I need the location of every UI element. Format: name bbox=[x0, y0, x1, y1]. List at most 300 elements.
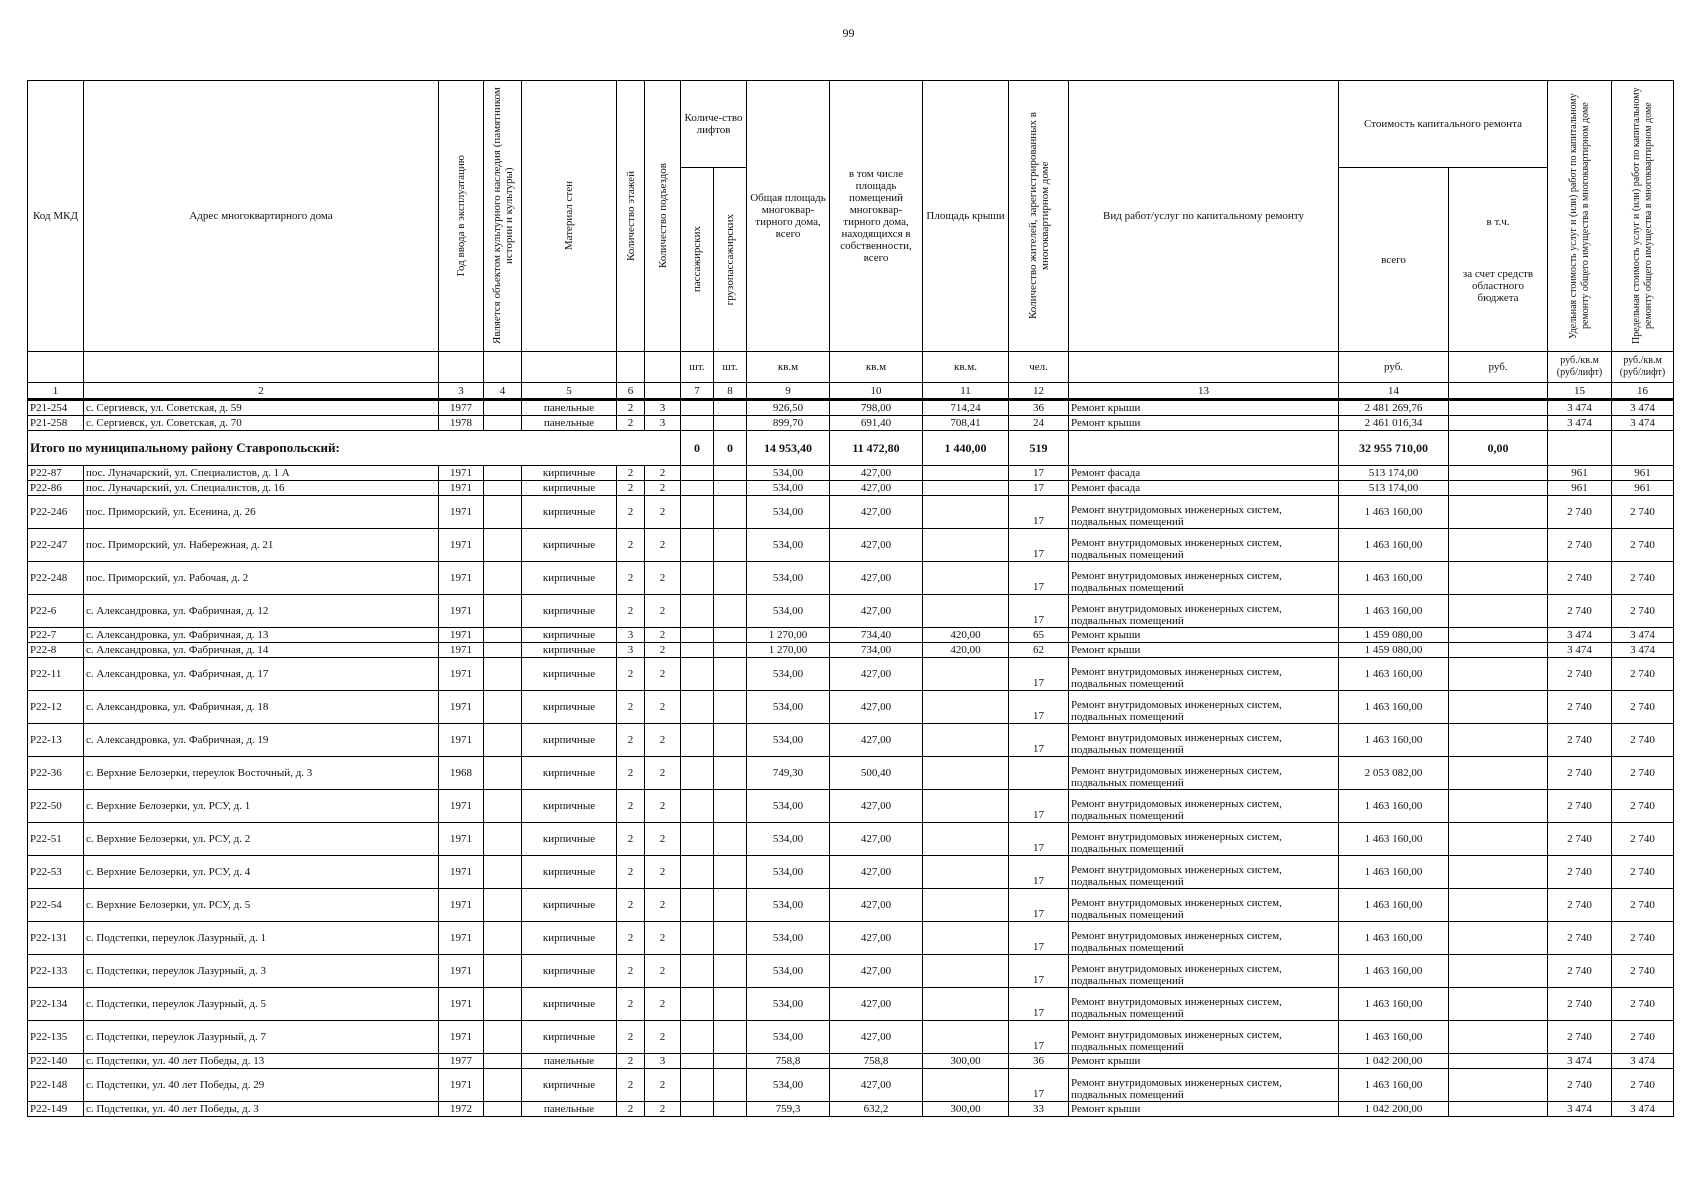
premises-area-cell: 691,40 bbox=[830, 416, 923, 431]
roof-area-cell bbox=[923, 988, 1009, 1021]
kod-cell: Р22-246 bbox=[28, 496, 84, 529]
roof-area-cell bbox=[923, 481, 1009, 496]
kod-cell: Р22-140 bbox=[28, 1054, 84, 1069]
residents-cell: 17 bbox=[1009, 1021, 1069, 1054]
entrances-cell: 2 bbox=[645, 466, 681, 481]
roof-area-cell: 1 440,00 bbox=[923, 431, 1009, 466]
material-cell: кирпичные bbox=[522, 529, 617, 562]
material-cell: кирпичные bbox=[522, 643, 617, 658]
column-number: 14 bbox=[1339, 383, 1449, 400]
address-cell: с. Верхние Белозерки, ул. РСУ, д. 5 bbox=[84, 889, 439, 922]
cost-cell: 1 463 160,00 bbox=[1339, 823, 1449, 856]
year-cell: 1971 bbox=[439, 643, 484, 658]
header-heritage: Является объектом культурного наследия (памятником истории и культуры) bbox=[484, 81, 522, 352]
lifts-cargo-cell bbox=[714, 823, 747, 856]
residents-cell: 17 bbox=[1009, 790, 1069, 823]
roof-area-cell bbox=[923, 496, 1009, 529]
unit-cost-cell: 2 740 bbox=[1548, 496, 1612, 529]
floors-cell: 2 bbox=[617, 496, 645, 529]
lifts-cargo-cell bbox=[714, 955, 747, 988]
cost-cell: 1 463 160,00 bbox=[1339, 496, 1449, 529]
kod-cell: Р22-13 bbox=[28, 724, 84, 757]
column-number bbox=[1449, 383, 1548, 400]
header-address: Адрес многоквартирного дома bbox=[84, 81, 439, 352]
table-row bbox=[28, 889, 1674, 922]
unit-rub: руб. bbox=[1449, 352, 1548, 383]
premises-area-cell: 758,8 bbox=[830, 1054, 923, 1069]
address-cell: с. Верхние Белозерки, ул. РСУ, д. 4 bbox=[84, 856, 439, 889]
lifts-pass-cell bbox=[681, 466, 714, 481]
table-row bbox=[28, 823, 1674, 856]
kod-cell: Р22-131 bbox=[28, 922, 84, 955]
address-cell: с. Сергиевск, ул. Советская, д. 59 bbox=[84, 400, 439, 416]
lifts-cargo-cell bbox=[714, 466, 747, 481]
entrances-cell: 2 bbox=[645, 529, 681, 562]
address-cell: с. Подстепки, переулок Лазурный, д. 1 bbox=[84, 922, 439, 955]
material-cell: кирпичные bbox=[522, 724, 617, 757]
total-area-cell: 534,00 bbox=[747, 481, 830, 496]
table-row bbox=[28, 595, 1674, 628]
total-area-cell: 534,00 bbox=[747, 988, 830, 1021]
max-cost-cell: 2 740 bbox=[1612, 988, 1674, 1021]
unit-people: чел. bbox=[1009, 352, 1069, 383]
entrances-cell: 2 bbox=[645, 481, 681, 496]
lifts-cargo-cell bbox=[714, 416, 747, 431]
entrances-cell: 2 bbox=[645, 628, 681, 643]
lifts-pass-cell bbox=[681, 628, 714, 643]
floors-cell: 2 bbox=[617, 529, 645, 562]
header-premises-area: в том числе площадь помещений многоквар-тирного дома, находящихся в собственности, всего bbox=[830, 81, 923, 352]
work-cell: Ремонт крыши bbox=[1069, 416, 1339, 431]
residents-cell: 17 bbox=[1009, 922, 1069, 955]
max-cost-cell: 2 740 bbox=[1612, 955, 1674, 988]
header-cost-incl: в т.ч. bbox=[1486, 215, 1510, 228]
premises-area-cell: 427,00 bbox=[830, 595, 923, 628]
total-area-cell: 534,00 bbox=[747, 691, 830, 724]
kod-cell: Р22-133 bbox=[28, 955, 84, 988]
heritage-cell bbox=[484, 466, 522, 481]
premises-area-cell: 427,00 bbox=[830, 922, 923, 955]
heritage-cell bbox=[484, 481, 522, 496]
table-row bbox=[28, 724, 1674, 757]
address-cell: с. Верхние Белозерки, ул. РСУ, д. 1 bbox=[84, 790, 439, 823]
work-cell: Ремонт внутридомовых инженерных систем, подвальных помещений bbox=[1069, 922, 1339, 955]
column-number: 2 bbox=[84, 383, 439, 400]
total-area-cell: 759,3 bbox=[747, 1102, 830, 1117]
premises-area-cell: 427,00 bbox=[830, 529, 923, 562]
entrances-cell: 2 bbox=[645, 1102, 681, 1117]
entrances-cell: 2 bbox=[645, 724, 681, 757]
max-cost-cell: 2 740 bbox=[1612, 1021, 1674, 1054]
residents-cell: 62 bbox=[1009, 643, 1069, 658]
total-area-cell: 926,50 bbox=[747, 400, 830, 416]
unit-cost-cell: 2 740 bbox=[1548, 1021, 1612, 1054]
heritage-cell bbox=[484, 595, 522, 628]
max-cost-cell: 2 740 bbox=[1612, 658, 1674, 691]
max-cost-cell: 2 740 bbox=[1612, 823, 1674, 856]
work-cell: Ремонт внутридомовых инженерных систем, подвальных помещений bbox=[1069, 757, 1339, 790]
floors-cell: 2 bbox=[617, 481, 645, 496]
column-number: 7 bbox=[681, 383, 714, 400]
lifts-pass-cell bbox=[681, 1054, 714, 1069]
residents-cell: 17 bbox=[1009, 562, 1069, 595]
address-cell: с. Александровка, ул. Фабричная, д. 19 bbox=[84, 724, 439, 757]
regional-cell bbox=[1449, 416, 1548, 431]
lifts-cargo-cell bbox=[714, 1102, 747, 1117]
year-cell: 1971 bbox=[439, 562, 484, 595]
table-row bbox=[28, 1102, 1674, 1117]
regional-cell bbox=[1449, 724, 1548, 757]
year-cell: 1971 bbox=[439, 955, 484, 988]
table-row bbox=[28, 481, 1674, 496]
kod-cell: Р22-7 bbox=[28, 628, 84, 643]
lifts-cargo-cell bbox=[714, 658, 747, 691]
unit-cost-cell bbox=[1548, 431, 1612, 466]
premises-area-cell: 427,00 bbox=[830, 889, 923, 922]
address-cell: с. Александровка, ул. Фабричная, д. 17 bbox=[84, 658, 439, 691]
unit-cost-cell: 2 740 bbox=[1548, 658, 1612, 691]
cost-cell: 1 463 160,00 bbox=[1339, 889, 1449, 922]
work-cell: Ремонт внутридомовых инженерных систем, подвальных помещений bbox=[1069, 790, 1339, 823]
regional-cell bbox=[1449, 1069, 1548, 1102]
cost-cell: 1 463 160,00 bbox=[1339, 922, 1449, 955]
premises-area-cell: 427,00 bbox=[830, 955, 923, 988]
work-cell: Ремонт внутридомовых инженерных систем, подвальных помещений bbox=[1069, 1021, 1339, 1054]
premises-area-cell: 427,00 bbox=[830, 988, 923, 1021]
work-cell: Ремонт внутридомовых инженерных систем, подвальных помещений bbox=[1069, 889, 1339, 922]
address-cell: с. Подстепки, ул. 40 лет Победы, д. 13 bbox=[84, 1054, 439, 1069]
heritage-cell bbox=[484, 562, 522, 595]
entrances-cell: 2 bbox=[645, 562, 681, 595]
header-kod: Код МКД bbox=[28, 81, 84, 352]
kod-cell: Р22-87 bbox=[28, 466, 84, 481]
total-area-cell: 534,00 bbox=[747, 562, 830, 595]
entrances-cell: 2 bbox=[645, 658, 681, 691]
lifts-cargo-cell bbox=[714, 724, 747, 757]
entrances-cell: 2 bbox=[645, 790, 681, 823]
kod-cell: Р22-54 bbox=[28, 889, 84, 922]
lifts-cargo-cell bbox=[714, 922, 747, 955]
column-number: 16 bbox=[1612, 383, 1674, 400]
max-cost-cell bbox=[1612, 431, 1674, 466]
heritage-cell bbox=[484, 529, 522, 562]
floors-cell: 2 bbox=[617, 595, 645, 628]
address-cell: с. Сергиевск, ул. Советская, д. 70 bbox=[84, 416, 439, 431]
floors-cell: 2 bbox=[617, 856, 645, 889]
kod-cell: Р22-6 bbox=[28, 595, 84, 628]
address-cell: пос. Луначарский, ул. Специалистов, д. 1 А bbox=[84, 466, 439, 481]
floors-cell: 2 bbox=[617, 1102, 645, 1117]
unit-rub-sqm: руб./кв.м (руб/лифт) bbox=[1548, 352, 1612, 383]
column-number: 9 bbox=[747, 383, 830, 400]
regional-cell bbox=[1449, 955, 1548, 988]
lifts-pass-cell bbox=[681, 1102, 714, 1117]
address-cell: с. Верхние Белозерки, ул. РСУ, д. 2 bbox=[84, 823, 439, 856]
regional-cell bbox=[1449, 496, 1548, 529]
residents-cell: 17 bbox=[1009, 856, 1069, 889]
regional-cell bbox=[1449, 1021, 1548, 1054]
unit-cost-cell: 2 740 bbox=[1548, 790, 1612, 823]
floors-cell: 2 bbox=[617, 988, 645, 1021]
max-cost-cell: 2 740 bbox=[1612, 889, 1674, 922]
material-cell: панельные bbox=[522, 400, 617, 416]
roof-area-cell: 714,24 bbox=[923, 400, 1009, 416]
roof-area-cell bbox=[923, 1069, 1009, 1102]
year-cell: 1978 bbox=[439, 416, 484, 431]
max-cost-cell: 3 474 bbox=[1612, 1102, 1674, 1117]
lifts-pass-cell bbox=[681, 416, 714, 431]
material-cell: кирпичные bbox=[522, 1069, 617, 1102]
material-cell: кирпичные bbox=[522, 922, 617, 955]
regional-cell: 0,00 bbox=[1449, 431, 1548, 466]
material-cell: кирпичные bbox=[522, 757, 617, 790]
premises-area-cell: 632,2 bbox=[830, 1102, 923, 1117]
roof-area-cell bbox=[923, 724, 1009, 757]
lifts-cargo-cell bbox=[714, 562, 747, 595]
lifts-pass-cell bbox=[681, 1021, 714, 1054]
work-cell: Ремонт крыши bbox=[1069, 400, 1339, 416]
lifts-cargo-cell: 0 bbox=[714, 431, 747, 466]
heritage-cell bbox=[484, 416, 522, 431]
cost-cell: 513 174,00 bbox=[1339, 466, 1449, 481]
roof-area-cell bbox=[923, 691, 1009, 724]
cost-cell: 2 053 082,00 bbox=[1339, 757, 1449, 790]
material-cell: кирпичные bbox=[522, 481, 617, 496]
unit-cost-cell: 2 740 bbox=[1548, 889, 1612, 922]
lifts-cargo-cell bbox=[714, 889, 747, 922]
floors-cell: 2 bbox=[617, 790, 645, 823]
unit-cost-cell: 2 740 bbox=[1548, 724, 1612, 757]
regional-cell bbox=[1449, 922, 1548, 955]
entrances-cell: 2 bbox=[645, 1021, 681, 1054]
heritage-cell bbox=[484, 856, 522, 889]
lifts-pass-cell bbox=[681, 400, 714, 416]
unit-cost-cell: 2 740 bbox=[1548, 529, 1612, 562]
roof-area-cell: 300,00 bbox=[923, 1102, 1009, 1117]
heritage-cell bbox=[484, 724, 522, 757]
premises-area-cell: 427,00 bbox=[830, 481, 923, 496]
lifts-pass-cell bbox=[681, 724, 714, 757]
cost-cell: 1 463 160,00 bbox=[1339, 691, 1449, 724]
table-row bbox=[28, 1054, 1674, 1069]
total-area-cell: 534,00 bbox=[747, 1069, 830, 1102]
residents-cell: 17 bbox=[1009, 1069, 1069, 1102]
max-cost-cell: 2 740 bbox=[1612, 1069, 1674, 1102]
year-cell: 1977 bbox=[439, 400, 484, 416]
kod-cell: Р22-53 bbox=[28, 856, 84, 889]
kod-cell: Р22-8 bbox=[28, 643, 84, 658]
column-number: 6 bbox=[617, 383, 645, 400]
lifts-pass-cell bbox=[681, 529, 714, 562]
heritage-cell bbox=[484, 757, 522, 790]
unit-cost-cell: 2 740 bbox=[1548, 856, 1612, 889]
heritage-cell bbox=[484, 823, 522, 856]
residents-cell: 65 bbox=[1009, 628, 1069, 643]
premises-area-cell: 798,00 bbox=[830, 400, 923, 416]
entrances-cell: 2 bbox=[645, 595, 681, 628]
cost-cell: 1 042 200,00 bbox=[1339, 1102, 1449, 1117]
regional-cell bbox=[1449, 889, 1548, 922]
material-cell: кирпичные bbox=[522, 466, 617, 481]
premises-area-cell: 500,40 bbox=[830, 757, 923, 790]
entrances-cell: 2 bbox=[645, 988, 681, 1021]
work-cell: Ремонт внутридомовых инженерных систем, подвальных помещений bbox=[1069, 562, 1339, 595]
total-area-cell: 534,00 bbox=[747, 1021, 830, 1054]
premises-area-cell: 427,00 bbox=[830, 691, 923, 724]
residents-cell: 36 bbox=[1009, 1054, 1069, 1069]
kod-cell: Р22-11 bbox=[28, 658, 84, 691]
material-cell: кирпичные bbox=[522, 562, 617, 595]
cost-cell: 1 463 160,00 bbox=[1339, 955, 1449, 988]
regional-cell bbox=[1449, 658, 1548, 691]
column-number: 10 bbox=[830, 383, 923, 400]
unit-sqm: кв.м bbox=[830, 352, 923, 383]
total-area-cell: 534,00 bbox=[747, 595, 830, 628]
address-cell: с. Александровка, ул. Фабричная, д. 13 bbox=[84, 628, 439, 643]
regional-cell bbox=[1449, 400, 1548, 416]
premises-area-cell: 427,00 bbox=[830, 790, 923, 823]
table-row bbox=[28, 628, 1674, 643]
lifts-pass-cell bbox=[681, 823, 714, 856]
cost-cell: 1 463 160,00 bbox=[1339, 595, 1449, 628]
premises-area-cell: 427,00 bbox=[830, 466, 923, 481]
kod-cell: Р22-50 bbox=[28, 790, 84, 823]
roof-area-cell bbox=[923, 856, 1009, 889]
work-cell bbox=[1069, 431, 1339, 466]
cost-cell: 1 463 160,00 bbox=[1339, 658, 1449, 691]
year-cell: 1971 bbox=[439, 628, 484, 643]
residents-cell: 17 bbox=[1009, 823, 1069, 856]
max-cost-cell: 2 740 bbox=[1612, 724, 1674, 757]
lifts-cargo-cell bbox=[714, 988, 747, 1021]
column-number: 15 bbox=[1548, 383, 1612, 400]
column-number bbox=[645, 383, 681, 400]
year-cell: 1971 bbox=[439, 856, 484, 889]
lifts-pass-cell bbox=[681, 643, 714, 658]
cost-cell: 1 463 160,00 bbox=[1339, 1069, 1449, 1102]
table-row bbox=[28, 922, 1674, 955]
lifts-cargo-cell bbox=[714, 628, 747, 643]
table-row bbox=[28, 757, 1674, 790]
lifts-pass-cell bbox=[681, 988, 714, 1021]
address-cell: пос. Приморский, ул. Есенина, д. 26 bbox=[84, 496, 439, 529]
cost-cell: 1 463 160,00 bbox=[1339, 790, 1449, 823]
year-cell: 1971 bbox=[439, 1069, 484, 1102]
work-cell: Ремонт крыши bbox=[1069, 628, 1339, 643]
table-row bbox=[28, 466, 1674, 481]
roof-area-cell bbox=[923, 922, 1009, 955]
work-cell: Ремонт внутридомовых инженерных систем, подвальных помещений bbox=[1069, 691, 1339, 724]
floors-cell: 2 bbox=[617, 1054, 645, 1069]
regional-cell bbox=[1449, 1054, 1548, 1069]
regional-cell bbox=[1449, 1102, 1548, 1117]
premises-area-cell: 427,00 bbox=[830, 823, 923, 856]
residents-cell: 36 bbox=[1009, 400, 1069, 416]
year-cell: 1971 bbox=[439, 481, 484, 496]
lifts-cargo-cell bbox=[714, 1054, 747, 1069]
total-area-cell: 534,00 bbox=[747, 856, 830, 889]
heritage-cell bbox=[484, 889, 522, 922]
floors-cell: 3 bbox=[617, 643, 645, 658]
lifts-cargo-cell bbox=[714, 496, 747, 529]
lifts-cargo-cell bbox=[714, 1021, 747, 1054]
premises-area-cell: 734,00 bbox=[830, 643, 923, 658]
max-cost-cell: 2 740 bbox=[1612, 922, 1674, 955]
lifts-cargo-cell bbox=[714, 595, 747, 628]
address-cell: с. Александровка, ул. Фабричная, д. 18 bbox=[84, 691, 439, 724]
unit-cost-cell: 3 474 bbox=[1548, 643, 1612, 658]
work-cell: Ремонт крыши bbox=[1069, 1102, 1339, 1117]
entrances-cell: 2 bbox=[645, 922, 681, 955]
column-number: 5 bbox=[522, 383, 617, 400]
floors-cell: 2 bbox=[617, 400, 645, 416]
entrances-cell: 3 bbox=[645, 416, 681, 431]
regional-cell bbox=[1449, 790, 1548, 823]
lifts-pass-cell bbox=[681, 562, 714, 595]
cost-cell: 1 042 200,00 bbox=[1339, 1054, 1449, 1069]
heritage-cell bbox=[484, 922, 522, 955]
address-cell: пос. Луначарский, ул. Специалистов, д. 16 bbox=[84, 481, 439, 496]
address-cell: с. Александровка, ул. Фабричная, д. 14 bbox=[84, 643, 439, 658]
year-cell: 1968 bbox=[439, 757, 484, 790]
entrances-cell: 2 bbox=[645, 1069, 681, 1102]
residents-cell: 24 bbox=[1009, 416, 1069, 431]
heritage-cell bbox=[484, 1102, 522, 1117]
year-cell: 1971 bbox=[439, 1021, 484, 1054]
regional-cell bbox=[1449, 529, 1548, 562]
page-number: 99 bbox=[842, 26, 855, 40]
cost-cell: 1 459 080,00 bbox=[1339, 643, 1449, 658]
roof-area-cell bbox=[923, 955, 1009, 988]
cost-cell: 1 463 160,00 bbox=[1339, 1021, 1449, 1054]
material-cell: кирпичные bbox=[522, 691, 617, 724]
max-cost-cell: 3 474 bbox=[1612, 416, 1674, 431]
year-cell: 1977 bbox=[439, 1054, 484, 1069]
max-cost-cell: 2 740 bbox=[1612, 856, 1674, 889]
regional-cell bbox=[1449, 823, 1548, 856]
address-cell: с. Верхние Белозерки, переулок Восточный, д. 3 bbox=[84, 757, 439, 790]
cost-cell: 1 463 160,00 bbox=[1339, 988, 1449, 1021]
header-cost-regional bbox=[1449, 168, 1548, 352]
unit-cost-cell: 2 740 bbox=[1548, 757, 1612, 790]
roof-area-cell: 420,00 bbox=[923, 628, 1009, 643]
roof-area-cell bbox=[923, 562, 1009, 595]
floors-cell: 2 bbox=[617, 658, 645, 691]
cost-cell: 513 174,00 bbox=[1339, 481, 1449, 496]
header-total-area: Общая площадь многоквар-тирного дома, всего bbox=[747, 81, 830, 352]
material-cell: кирпичные bbox=[522, 658, 617, 691]
lifts-cargo-cell bbox=[714, 1069, 747, 1102]
entrances-cell: 3 bbox=[645, 400, 681, 416]
total-area-cell: 14 953,40 bbox=[747, 431, 830, 466]
heritage-cell bbox=[484, 955, 522, 988]
total-area-cell: 534,00 bbox=[747, 529, 830, 562]
residents-cell: 17 bbox=[1009, 988, 1069, 1021]
work-cell: Ремонт крыши bbox=[1069, 1054, 1339, 1069]
total-area-cell: 534,00 bbox=[747, 790, 830, 823]
lifts-pass-cell bbox=[681, 496, 714, 529]
work-cell: Ремонт внутридомовых инженерных систем, подвальных помещений bbox=[1069, 988, 1339, 1021]
material-cell: кирпичные bbox=[522, 889, 617, 922]
roof-area-cell bbox=[923, 889, 1009, 922]
total-area-cell: 534,00 bbox=[747, 889, 830, 922]
lifts-pass-cell bbox=[681, 1069, 714, 1102]
premises-area-cell: 427,00 bbox=[830, 724, 923, 757]
floors-cell: 2 bbox=[617, 922, 645, 955]
lifts-pass-cell bbox=[681, 757, 714, 790]
kod-cell: Р22-36 bbox=[28, 757, 84, 790]
lifts-pass-cell bbox=[681, 595, 714, 628]
